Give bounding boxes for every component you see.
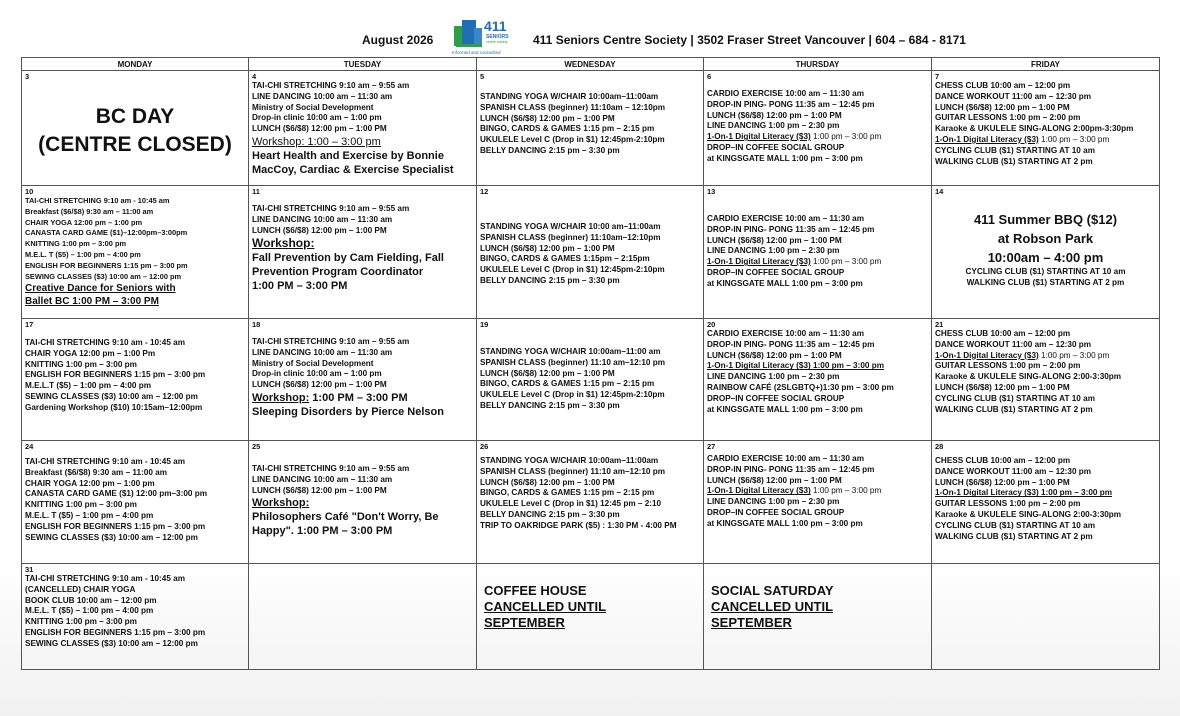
date-number: 18	[252, 320, 261, 329]
event: GUITAR LESSONS 1:00 pm – 2:00 pm	[935, 113, 1081, 123]
event: BELLY DANCING 2:15 pm – 3:30 pm	[480, 400, 620, 410]
event: LUNCH ($6/$8) 12:00 pm – 1:00 PM	[707, 110, 842, 120]
411-seniors-logo	[450, 14, 522, 56]
event: TAI-CHI STRETCHING 9:10 am – 9:55 am	[252, 464, 410, 473]
date-number: 19	[480, 320, 489, 329]
event: M.E.L.T ($5) – 1:00 pm – 4:00 pm	[25, 381, 152, 391]
week-row-3	[22, 319, 1160, 441]
event: SEWING CLASSES ($3) 10:00 am – 12:00 pm	[25, 271, 182, 281]
cancel-line: CANCELLED UNTIL	[711, 599, 834, 614]
day-cell-aug-13	[704, 186, 932, 319]
date-number: 31	[25, 565, 34, 574]
workshop-title: Happy". 1:00 PM – 3:00 PM	[252, 525, 393, 538]
event: ENGLISH FOR BEGINNERS 1:15 pm – 3:00 pm	[25, 370, 206, 380]
event: UKULELE Level C (Drop in $1) 12:45pm-2:10pm	[480, 390, 665, 400]
event: SEWING CLASSES ($3) 10:00 am – 12:00 pm	[25, 638, 198, 648]
event: CHAIR YOGA 12:00 pm – 1:00 Pm	[25, 348, 156, 358]
date-number: 7	[935, 72, 940, 81]
event: CANASTA CARD GAME ($1)–12:00pm–3:00pm	[25, 228, 188, 238]
event: TAI-CHI STRETCHING 9:10 am – 9:55 am	[252, 337, 410, 346]
event: LUNCH ($6/$8) 12:00 pm – 1:00 PM	[252, 380, 387, 390]
day-cell-aug-12	[477, 186, 704, 319]
workshop-title: Philosophers Café "Don't Worry, Be	[252, 511, 439, 524]
day-cell-aug-24	[22, 441, 249, 564]
day-cell-aug-26	[477, 441, 704, 564]
date-number: 28	[935, 442, 944, 451]
digital-literacy-time: 1:00 pm – 3:00 pm	[1038, 350, 1110, 360]
date-number: 20	[707, 320, 716, 329]
event: WALKING CLUB ($1) STARTING AT 2 pm	[935, 531, 1093, 541]
date-number: 27	[707, 442, 716, 451]
event: DROP-IN PING- PONG 11:35 am – 12:45 pm	[707, 99, 875, 109]
day-cell-empty	[932, 564, 1160, 670]
event: Gardening Workshop ($10) 10:15am–12:00pm	[25, 402, 203, 412]
digital-literacy-time: 1:00 pm – 3:00 pm	[810, 486, 882, 496]
cancel-line: SEPTEMBER	[484, 615, 565, 630]
workshop-title: MacCoy, Cardiac & Exercise Specialist	[252, 163, 454, 176]
day-cell-coffee-house	[477, 564, 704, 670]
date-number: 24	[25, 442, 34, 451]
date-number: 4	[252, 72, 257, 81]
workshop-title: Fall Prevention by Cam Fielding, Fall	[252, 252, 444, 265]
event: KNITTING 1:00 pm – 3:00 pm	[25, 239, 127, 249]
event: LUNCH ($6/$8) 12:00 pm – 1:00 PM	[252, 485, 387, 495]
event: at KINGSGATE MALL 1:00 pm – 3:00 pm	[707, 278, 863, 288]
event: DROP-IN PING- PONG 11:35 am – 12:45 pm	[707, 339, 875, 349]
organization-info: 411 Seniors Centre Society | 3502 Fraser Street Vancouver | 604 – 684 - 8171	[533, 33, 966, 47]
event: M.E.L. T ($5) – 1:00 pm – 4:00 pm	[25, 510, 154, 520]
event: BOOK CLUB 10:00 am – 12:00 pm	[25, 595, 157, 605]
event: BELLY DANCING 2:15 pm – 3:30 pm	[480, 275, 620, 285]
event: Karaoke & UKULELE SING-ALONG 2:00pm-3:30pm	[935, 124, 1134, 134]
cancel-line: CANCELLED UNTIL	[484, 599, 607, 614]
day-cell-aug-27	[704, 441, 932, 564]
event: CARDIO EXERCISE 10:00 am – 11:30 am	[707, 214, 864, 223]
event: SPANISH CLASS (beginner) 11:10am – 12:10pm	[480, 102, 666, 112]
event: DROP–IN COFFEE SOCIAL GROUP	[707, 142, 845, 152]
day-cell-aug-31	[22, 564, 249, 670]
day-header-wednesday: WEDNESDAY	[477, 58, 704, 71]
special-event: Creative Dance for Seniors with	[25, 283, 176, 295]
day-cell-aug-19	[477, 319, 704, 441]
event: BINGO, CARDS & GAMES 1:15 pm – 2:15 pm	[480, 488, 655, 498]
day-header-monday: MONDAY	[22, 58, 249, 71]
week-row-4	[22, 441, 1160, 564]
event: CHAIR YOGA 12:00 pm – 1:00 pm	[25, 478, 155, 488]
date-number: 10	[25, 187, 34, 196]
event: LUNCH ($6/$8) 12:00 pm – 1:00 PM	[707, 475, 842, 485]
event: KNITTING 1:00 pm – 3:00 pm	[25, 500, 137, 510]
workshop-title: Sleeping Disorders by Pierce Nelson	[252, 405, 444, 418]
workshop-label: Workshop:	[252, 391, 310, 404]
date-number: 13	[707, 187, 716, 196]
event: Karaoke & UKULELE SING-ALONG 2:00-3:30pm	[935, 372, 1122, 382]
cancel-notice	[711, 583, 928, 631]
day-cell-aug-18	[249, 319, 477, 441]
cancel-notice	[484, 583, 700, 631]
event: DANCE WORKOUT 11:00 am – 12:30 pm	[935, 339, 1092, 349]
event: DANCE WORKOUT 11:00 am – 12:30 pm	[935, 466, 1092, 476]
event	[707, 132, 928, 143]
event: LUNCH ($6/$8) 12:00 pm – 1:00 PM	[480, 477, 615, 487]
event: LUNCH ($6/$8) 12:00 pm – 1:00 PM	[935, 102, 1070, 112]
event: CHESS CLUB 10:00 am – 12:00 pm	[935, 81, 1071, 90]
special-event: Ballet BC 1:00 PM – 3:00 PM	[25, 296, 159, 308]
event: KNITTING 1:00 pm – 3:00 pm	[25, 617, 137, 627]
day-cell-aug-5	[477, 71, 704, 186]
event: TAI-CHI STRETCHING 9:10 am – 9:55 am	[252, 81, 410, 90]
bbq-time: 10:00am – 4:00 pm	[987, 250, 1104, 265]
event: M.E.L. T ($5) – 1:00 pm – 4:00 pm	[25, 606, 154, 616]
event: SPANISH CLASS (beginner) 11:10 am–12:10 pm	[480, 357, 666, 367]
event: Drop-in clinic 10:00 am – 1:00 pm	[252, 369, 382, 379]
logo-seniors: SENIORS	[486, 34, 509, 40]
event: STANDING YOGA W/CHAIR 10:00am–11:00 am	[480, 347, 661, 356]
digital-literacy-label: 1-On-1 Digital Literacy ($3)	[707, 257, 811, 267]
event: at KINGSGATE MALL 1:00 pm – 3:00 pm	[707, 153, 863, 163]
event: STANDING YOGA W/CHAIR 10:00am–11:00am	[480, 92, 659, 101]
day-cell-aug-10	[22, 186, 249, 319]
day-cell-empty	[249, 564, 477, 670]
day-header-friday: FRIDAY	[932, 58, 1160, 71]
day-cell-aug-4	[249, 71, 477, 186]
event: Ministry of Social Development	[252, 358, 374, 368]
event: STANDING YOGA W/CHAIR 10:00 am–11:00am	[480, 222, 661, 231]
event: at KINGSGATE MALL 1:00 pm – 3:00 pm	[707, 518, 863, 528]
digital-literacy-time: 1:00 pm – 3:00 pm	[810, 257, 882, 267]
calendar-table	[21, 57, 1160, 670]
workshop-time: 1:00 PM – 3:00 PM	[309, 391, 408, 404]
cancel-line: SEPTEMBER	[711, 615, 792, 630]
event: (CANCELLED) CHAIR YOGA	[25, 584, 136, 594]
event: LUNCH ($6/$8) 12:00 pm – 1:00 PM	[480, 113, 615, 123]
event: SPANISH CLASS (beginner) 11:10 am–12:10 pm	[480, 466, 666, 476]
event: STANDING YOGA W/CHAIR 10:00am–11:00am	[480, 456, 659, 465]
event: LUNCH ($6/$8) 12:00 pm – 1:00 PM	[935, 477, 1070, 487]
calendar-header	[0, 18, 1180, 58]
event: CYCLING CLUB ($1) STARTING AT 10 am	[935, 393, 1095, 403]
event: BELLY DANCING 2:15 pm – 3:30 pm	[480, 509, 620, 519]
bbq-title: 411 Summer BBQ ($12)	[973, 212, 1118, 227]
event: TRIP TO OAKRIDGE PARK ($5) : 1:30 PM - 4:00 PM	[480, 520, 677, 530]
event: Karaoke & UKULELE SING-ALONG 2:00-3:30pm	[935, 509, 1122, 519]
event: BINGO, CARDS & GAMES 1:15pm – 2:15pm	[480, 254, 650, 264]
date-number: 26	[480, 442, 489, 451]
digital-literacy-label: 1-On-1 Digital Literacy ($3)	[935, 350, 1039, 360]
digital-literacy-label: 1-On-1 Digital Literacy ($3)	[935, 134, 1039, 144]
event: M.E.L. T ($5) – 1:00 pm – 4:00 pm	[25, 249, 141, 259]
event: SEWING CLASSES ($3) 10:00 am – 12:00 pm	[25, 532, 198, 542]
weekday-header-row	[22, 58, 1160, 71]
workshop-label: Workshop:	[252, 236, 315, 251]
workshop-label: Workshop: 1:00 – 3:00 pm	[252, 135, 381, 148]
day-cell-aug-6	[704, 71, 932, 186]
event: at KINGSGATE MALL 1:00 pm – 3:00 pm	[707, 404, 863, 414]
event	[707, 486, 928, 497]
event: TAI-CHI STRETCHING 9:10 am – 9:55 am	[252, 204, 410, 213]
date-number: 17	[25, 320, 34, 329]
event: ENGLISH FOR BEGINNERS 1:15 pm – 3:00 pm	[25, 260, 188, 270]
event: LINE DANCING 10:00 am – 11:30 am	[252, 474, 393, 484]
event: LINE DANCING 1:00 pm – 2:30 pm	[707, 372, 840, 382]
event: BINGO, CARDS & GAMES 1:15 pm – 2:15 pm	[480, 124, 655, 134]
event: BINGO, CARDS & GAMES 1:15 pm – 2:15 pm	[480, 379, 655, 389]
day-cell-aug-3	[22, 71, 249, 186]
event: CYCLING CLUB ($1) STARTING AT 10 am	[965, 267, 1126, 276]
event: LINE DANCING 1:00 pm – 2:30 pm	[707, 497, 840, 507]
event: LUNCH ($6/$8) 12:00 pm – 1:00 PM	[252, 124, 387, 134]
date-number: 11	[252, 187, 260, 196]
event: TAI-CHI STRETCHING 9:10 am - 10:45 am	[25, 196, 170, 205]
holiday-closed-note: (CENTRE CLOSED)	[38, 133, 232, 156]
event: 1-On-1 Digital Literacy ($3) 1:00 pm – 3:00 pm	[935, 488, 1112, 498]
event: LINE DANCING 10:00 am – 11:30 am	[252, 214, 393, 224]
day-cell-aug-17	[22, 319, 249, 441]
event	[935, 351, 1156, 362]
day-header-tuesday: TUESDAY	[249, 58, 477, 71]
event	[935, 135, 1156, 146]
event: DANCE WORKOUT 11:00 am – 12:30 pm	[935, 91, 1092, 101]
day-header-thursday: THURSDAY	[704, 58, 932, 71]
event: CYCLING CLUB ($1) STARTING AT 10 am	[935, 145, 1095, 155]
digital-literacy-label: 1-On-1 Digital Literacy ($3)	[707, 486, 811, 496]
event: TAI-CHI STRETCHING 9:10 am - 10:45 am	[25, 338, 185, 347]
week-row-1	[22, 71, 1160, 186]
digital-literacy-time: 1:00 pm – 3:00 pm	[810, 132, 882, 142]
event: LUNCH ($6/$8) 12:00 pm – 1:00 PM	[707, 350, 842, 360]
event: Drop-in clinic 10:00 am – 1:00 pm	[252, 113, 382, 123]
event	[707, 257, 928, 268]
event: LINE DANCING 1:00 pm – 2:30 pm	[707, 246, 840, 256]
event: Ministry of Social Development	[252, 102, 374, 112]
day-cell-aug-20	[704, 319, 932, 441]
event: LINE DANCING 10:00 am – 11:30 am	[252, 347, 393, 357]
event: LUNCH ($6/$8) 12:00 pm – 1:00 PM	[252, 225, 387, 235]
event: CARDIO EXERCISE 10:00 am – 11:30 am	[707, 329, 864, 338]
event: WALKING CLUB ($1) STARTING AT 2 pm	[935, 156, 1093, 166]
digital-literacy-label: 1-On-1 Digital Literacy ($3)	[707, 132, 811, 142]
bbq-location: at Robson Park	[997, 231, 1094, 246]
event: LUNCH ($6/$8) 12:00 pm – 1:00 PM	[935, 382, 1070, 392]
date-number: 6	[707, 72, 712, 81]
event: WALKING CLUB ($1) STARTING AT 2 pm	[966, 277, 1125, 287]
logo-number: 411	[484, 18, 507, 34]
week-row-2	[22, 186, 1160, 319]
cancel-title: SOCIAL SATURDAY	[711, 583, 834, 598]
workshop-line	[252, 391, 473, 405]
event: ENGLISH FOR BEGINNERS 1:15 pm – 3:00 pm	[25, 627, 206, 637]
event: Breakfast ($6/$8) 9:30 am – 11:00 am	[25, 206, 154, 216]
event: CARDIO EXERCISE 10:00 am – 11:30 am	[707, 454, 864, 463]
day-cell-aug-28	[932, 441, 1160, 564]
date-number: 5	[480, 72, 485, 81]
event: DROP-IN PING- PONG 11:35 am – 12:45 pm	[707, 224, 875, 234]
month-title: August 2026	[362, 33, 434, 47]
date-number: 14	[935, 187, 944, 196]
workshop-time: 1:00 PM – 3:00 PM	[252, 280, 348, 293]
event: 1-On-1 Digital Literacy ($3) 1:00 pm – 3:00 pm	[707, 361, 884, 371]
event: SEWING CLASSES ($3) 10:00 am – 12:00 pm	[25, 391, 198, 401]
date-number: 12	[480, 187, 489, 196]
event: TAI-CHI STRETCHING 9:10 am - 10:45 am	[25, 574, 185, 583]
event: LUNCH ($6/$8) 12:00 pm – 1:00 PM	[707, 235, 842, 245]
workshop-title: Heart Health and Exercise by Bonnie	[252, 149, 444, 162]
day-cell-aug-11	[249, 186, 477, 319]
day-cell-social-saturday	[704, 564, 932, 670]
logo-tagline: Informed and connected	[452, 50, 501, 55]
event: WALKING CLUB ($1) STARTING AT 2 pm	[935, 404, 1093, 414]
event: RAINBOW CAFÉ (2SLGBTQ+)1:30 pm – 3:00 pm	[707, 382, 894, 392]
workshop-label: Workshop:	[252, 497, 310, 510]
event: CHESS CLUB 10:00 am – 12:00 pm	[935, 456, 1071, 465]
event: SPANISH CLASS (beginner) 11:10am–12:10pm	[480, 232, 661, 242]
cancel-title: COFFEE HOUSE	[484, 583, 587, 598]
event: UKULELE Level C (Drop in $1) 12:45 pm – 2:10	[480, 499, 662, 509]
event: Breakfast ($6/$8) 9:30 am – 11:00 am	[25, 467, 168, 477]
date-number: 3	[25, 72, 30, 81]
event: DROP-IN PING- PONG 11:35 am – 12:45 pm	[707, 464, 875, 474]
event: DROP–IN COFFEE SOCIAL GROUP	[707, 267, 845, 277]
event: CHAIR YOGA 12:00 pm – 1:00 pm	[25, 217, 143, 227]
holiday-title: BC DAY	[95, 105, 175, 128]
date-number: 21	[935, 320, 944, 329]
event: CARDIO EXERCISE 10:00 am – 11:30 am	[707, 89, 864, 98]
event: ENGLISH FOR BEGINNERS 1:15 pm – 3:00 pm	[25, 521, 206, 531]
event: GUITAR LESSONS 1:00 pm – 2:00 pm	[935, 361, 1081, 371]
event: TAI-CHI STRETCHING 9:10 am - 10:45 am	[25, 457, 185, 466]
event: LINE DANCING 10:00 am – 11:30 am	[252, 91, 393, 101]
day-cell-aug-7	[932, 71, 1160, 186]
event: DROP–IN COFFEE SOCIAL GROUP	[707, 507, 845, 517]
event: GUITAR LESSONS 1:00 pm – 2:00 pm	[935, 499, 1081, 509]
event: CYCLING CLUB ($1) STARTING AT 10 am	[935, 520, 1095, 530]
event: KNITTING 1:00 pm – 3:00 pm	[25, 359, 137, 369]
day-cell-aug-21	[932, 319, 1160, 441]
event: LINE DANCING 1:00 pm – 2:30 pm	[707, 121, 840, 131]
date-number: 25	[252, 442, 261, 451]
event: BELLY DANCING 2:15 pm – 3:30 pm	[480, 145, 620, 155]
event: LUNCH ($6/$8) 12:00 pm – 1:00 PM	[480, 243, 615, 253]
event: UKULELE Level C (Drop in $1) 12:45pm-2:10pm	[480, 135, 665, 145]
workshop-title: Prevention Program Coordinator	[252, 266, 424, 279]
logo-tag: centre society	[486, 40, 508, 44]
week-row-5	[22, 564, 1160, 670]
day-cell-aug-14	[932, 186, 1160, 319]
event: LUNCH ($6/$8) 12:00 pm – 1:00 PM	[480, 368, 615, 378]
day-cell-aug-25	[249, 441, 477, 564]
digital-literacy-time: 1:00 pm – 3:00 pm	[1038, 134, 1110, 144]
event: CHESS CLUB 10:00 am – 12:00 pm	[935, 329, 1071, 338]
event: CANASTA CARD GAME ($1) 12:00 pm–3:00 pm	[25, 489, 207, 499]
event: DROP–IN COFFEE SOCIAL GROUP	[707, 393, 845, 403]
event: UKULELE Level C (Drop in $1) 12:45pm-2:10pm	[480, 265, 665, 275]
